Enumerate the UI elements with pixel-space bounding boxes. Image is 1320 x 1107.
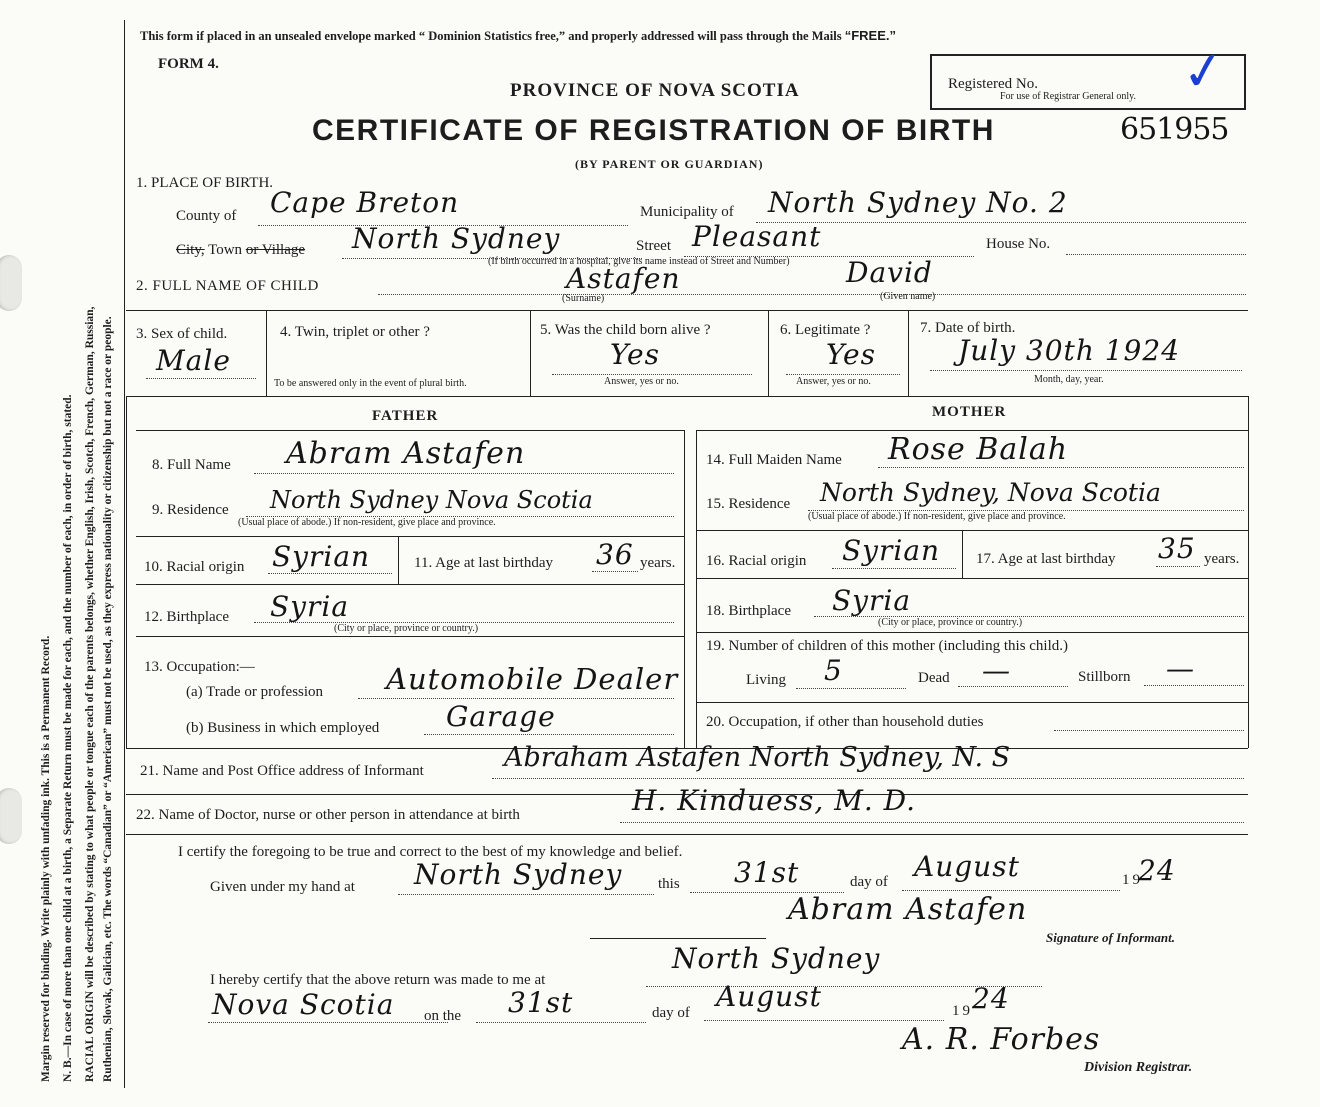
father-racial-value: Syrian bbox=[272, 540, 371, 573]
living-label: Living bbox=[746, 672, 786, 688]
given-month-value: August bbox=[914, 850, 1020, 883]
mother-racial-value: Syrian bbox=[842, 534, 941, 567]
registrar-place-value: North Sydney bbox=[672, 942, 881, 975]
surname-caption: (Surname) bbox=[562, 293, 605, 304]
given-year-value: 24 bbox=[1138, 854, 1176, 887]
business-label: (b) Business in which employed bbox=[186, 720, 380, 736]
given-day-value: 31st bbox=[734, 856, 800, 889]
children-count-label: 19. Number of children of this mother (including this child.) bbox=[706, 638, 1069, 654]
informant-signature-caption: Signature of Informant. bbox=[1046, 930, 1175, 945]
registrar-month-line bbox=[704, 1020, 944, 1021]
certificate-title: CERTIFICATE OF REGISTRATION OF BIRTH bbox=[312, 114, 995, 147]
given-month-line bbox=[902, 890, 1120, 891]
sex-label: 3. Sex of child. bbox=[136, 326, 228, 342]
child-surname: Astafen bbox=[566, 262, 681, 295]
margin-rule bbox=[124, 20, 125, 1088]
mother-birthplace-value: Syria bbox=[832, 584, 912, 617]
child-name-label: 2. FULL NAME OF CHILD bbox=[136, 278, 319, 294]
punch-hole-bottom bbox=[0, 788, 22, 844]
rule-row-3-bottom bbox=[126, 396, 1248, 397]
mother-residence-label: 15. Residence bbox=[706, 496, 791, 512]
rule-mother-racial-bottom bbox=[696, 578, 1248, 579]
rule-row-3-divider-1 bbox=[266, 310, 267, 396]
stillborn-value: — bbox=[1166, 652, 1195, 685]
legitimate-line bbox=[786, 374, 900, 375]
mother-residence-caption: (Usual place of abode.) If non-resident, give place and province. bbox=[808, 511, 1066, 522]
trade-line bbox=[358, 698, 674, 699]
child-given-name: David bbox=[846, 256, 933, 289]
check-mark-icon: ✓ bbox=[1178, 39, 1230, 105]
dead-value: — bbox=[982, 654, 1011, 687]
dead-label: Dead bbox=[918, 670, 950, 686]
father-age-label: 11. Age at last birthday bbox=[414, 555, 553, 571]
doctor-label: 22. Name of Doctor, nurse or other person in attendance at birth bbox=[136, 807, 520, 823]
mother-racial-label: 16. Racial origin bbox=[706, 553, 807, 569]
rule-father-racial-top bbox=[136, 536, 684, 537]
rule-mother-occupation-top bbox=[696, 702, 1248, 703]
rule-parents-left bbox=[126, 396, 127, 748]
registrar-day-value: 31st bbox=[508, 986, 574, 1019]
rule-father-age-divider bbox=[398, 536, 399, 584]
rule-mother-racial-top bbox=[696, 530, 1248, 531]
father-birthplace-caption: (City or place, province or country.) bbox=[334, 623, 479, 634]
mother-heading: MOTHER bbox=[932, 404, 1007, 420]
father-residence-caption: (Usual place of abode.) If non-resident, give place and province. bbox=[238, 517, 496, 528]
town-label bbox=[176, 242, 305, 259]
mother-age-value: 35 bbox=[1158, 532, 1196, 565]
father-occupation-label: 13. Occupation:— bbox=[144, 659, 255, 675]
registrar-use-caption: For use of Registrar General only. bbox=[1000, 91, 1136, 102]
father-age-value: 36 bbox=[596, 538, 634, 571]
dead-line bbox=[958, 686, 1068, 687]
legitimate-value: Yes bbox=[826, 338, 876, 371]
place-of-birth-label: 1. PLACE OF BIRTH. bbox=[136, 175, 274, 191]
certify-statement: I certify the foregoing to be true and correct to the best of my knowledge and belief. bbox=[178, 844, 683, 860]
trade-label: (a) Trade or profession bbox=[186, 684, 324, 700]
business-value: Garage bbox=[446, 700, 556, 733]
given-place-line bbox=[398, 894, 654, 895]
rule-father-heading bbox=[136, 430, 684, 431]
mother-name-label: 14. Full Maiden Name bbox=[706, 452, 842, 468]
sex-line bbox=[146, 378, 256, 379]
village-label: or Village bbox=[245, 242, 306, 258]
municipality-line bbox=[756, 222, 1246, 223]
date-of-birth-label: 7. Date of birth. bbox=[920, 320, 1016, 336]
registrar-month-value: August bbox=[716, 980, 822, 1013]
certificate-number: 651955 bbox=[1120, 112, 1229, 147]
province-heading: PROVINCE OF NOVA SCOTIA bbox=[510, 80, 800, 101]
twin-note: To be answered only in the event of plural birth. bbox=[274, 378, 467, 389]
born-alive-value: Yes bbox=[610, 338, 660, 371]
county-label: County of bbox=[176, 208, 237, 224]
mother-birthplace-caption: (City or place, province or country.) bbox=[878, 617, 1023, 628]
house-number-label: House No. bbox=[986, 236, 1051, 252]
informant-value: Abraham Astafen North Sydney, N. S bbox=[504, 742, 1011, 773]
registrar-signature: A. R. Forbes bbox=[902, 1022, 1101, 1057]
father-name-value: Abram Astafen bbox=[286, 436, 526, 471]
mother-name-value: Rose Balah bbox=[888, 432, 1069, 467]
mail-notice-free: “FREE.” bbox=[844, 28, 896, 43]
city-label: City, bbox=[176, 242, 205, 258]
father-name-line bbox=[254, 473, 674, 474]
mother-occupation-label: 20. Occupation, if other than household duties bbox=[706, 714, 984, 730]
rule-mother-heading bbox=[696, 430, 1248, 431]
mother-birthplace-label: 18. Birthplace bbox=[706, 603, 791, 619]
rule-parents-far-right bbox=[1248, 396, 1249, 748]
informant-label: 21. Name and Post Office address of Informant bbox=[140, 763, 424, 779]
sex-value: Male bbox=[156, 344, 231, 377]
rule-father-occupation-top bbox=[136, 636, 684, 637]
living-value: 5 bbox=[824, 654, 843, 687]
father-birthplace-value: Syria bbox=[270, 590, 350, 623]
rule-row-3-top bbox=[126, 310, 1248, 311]
given-place-value: North Sydney bbox=[414, 858, 623, 891]
town-value: North Sydney bbox=[352, 222, 561, 255]
county-value: Cape Breton bbox=[270, 186, 460, 219]
hospital-note: (If birth occurred in a hospital, give its name instead of Street and Number) bbox=[488, 256, 790, 267]
business-line bbox=[424, 734, 674, 735]
father-birthplace-label: 12. Birthplace bbox=[144, 609, 229, 625]
registrar-province-line bbox=[208, 1022, 448, 1023]
given-this-label: this bbox=[658, 876, 680, 892]
margin-note-racial-origin-1: RACIAL ORIGIN will be described by stating to what people or tongue each of the parents belongs, whether English, Irish, Scotch, French, German, Russian, bbox=[84, 306, 96, 1082]
mother-years-label: years. bbox=[1204, 551, 1240, 567]
date-of-birth-value: July 30th 1924 bbox=[958, 334, 1181, 367]
mother-age-line bbox=[1156, 566, 1200, 567]
mother-occupation-line bbox=[1054, 730, 1244, 731]
given-year-prefix: 19 bbox=[1122, 872, 1143, 888]
born-alive-line bbox=[552, 374, 752, 375]
living-line bbox=[796, 688, 906, 689]
given-name-caption: (Given name) bbox=[880, 291, 936, 302]
doctor-line bbox=[620, 822, 1244, 823]
registrar-province-value: Nova Scotia bbox=[212, 988, 395, 1021]
father-racial-label: 10. Racial origin bbox=[144, 559, 245, 575]
house-line bbox=[1066, 254, 1246, 255]
street-label: Street bbox=[636, 238, 671, 254]
punch-hole-top bbox=[0, 255, 22, 311]
father-racial-line bbox=[268, 573, 392, 574]
rule-row-3-divider-4 bbox=[908, 310, 909, 396]
dob-line bbox=[930, 370, 1242, 371]
mother-residence-value: North Sydney, Nova Scotia bbox=[820, 478, 1161, 507]
rule-parents-center bbox=[684, 430, 685, 748]
father-heading: FATHER bbox=[372, 408, 439, 424]
twin-label: 4. Twin, triplet or other ? bbox=[280, 324, 430, 340]
registered-number-box bbox=[930, 39, 1246, 110]
born-alive-caption: Answer, yes or no. bbox=[604, 376, 679, 387]
municipality-value: North Sydney No. 2 bbox=[768, 186, 1068, 219]
division-registrar-caption: Division Registrar. bbox=[1084, 1060, 1193, 1075]
dob-caption: Month, day, year. bbox=[1034, 374, 1104, 385]
father-name-label: 8. Full Name bbox=[152, 457, 231, 473]
mail-notice-text: This form if placed in an unsealed envelope marked “ Dominion Statistics free,” and properly addressed will pass through the Mails bbox=[140, 29, 842, 43]
municipality-label: Municipality of bbox=[640, 204, 734, 220]
street-value: Pleasant bbox=[692, 220, 822, 253]
father-residence-label: 9. Residence bbox=[152, 502, 229, 518]
father-residence-value: North Sydney Nova Scotia bbox=[270, 486, 593, 514]
father-age-line bbox=[592, 571, 638, 572]
legitimate-caption: Answer, yes or no. bbox=[796, 376, 871, 387]
child-name-line bbox=[378, 294, 1246, 295]
stillborn-label: Stillborn bbox=[1078, 669, 1131, 685]
margin-note-binding: Margin reserved for binding. Write plainly with unfading ink. This is a Permanent Record. bbox=[40, 635, 52, 1082]
mail-notice bbox=[140, 28, 896, 44]
registrar-day-line bbox=[476, 1022, 646, 1023]
rule-father-racial-bottom bbox=[136, 584, 684, 585]
town-word: Town bbox=[208, 242, 243, 258]
doctor-value: H. Kinduess, M. D. bbox=[632, 784, 917, 817]
rule-row-3-divider-2 bbox=[530, 310, 531, 396]
rule-row-3-divider-3 bbox=[768, 310, 769, 396]
mother-age-label: 17. Age at last birthday bbox=[976, 551, 1116, 567]
rule-mother-age-divider bbox=[962, 530, 963, 578]
registered-label: Registered No. bbox=[948, 76, 1038, 92]
registrar-statement: I hereby certify that the above return was made to me at bbox=[210, 972, 546, 988]
rule-doctor-bottom bbox=[126, 834, 1248, 835]
registrar-year-prefix: 19 bbox=[952, 1003, 973, 1019]
registrar-on-the-label: on the bbox=[424, 1008, 462, 1024]
certificate-subtitle: (BY PARENT OR GUARDIAN) bbox=[575, 157, 764, 171]
rule-mother-children-top bbox=[696, 632, 1248, 633]
given-day-of-label: day of bbox=[850, 874, 888, 890]
margin-note-racial-origin-2: Ruthenian, Slovak, Galician, etc. The words “Canadian” or “American” must not be used, as they express nationality or citizenship but not a race or people. bbox=[102, 316, 114, 1082]
stillborn-line bbox=[1144, 685, 1244, 686]
informant-signature: Abram Astafen bbox=[788, 892, 1028, 927]
signature-line-left bbox=[590, 938, 766, 939]
born-alive-label: 5. Was the child born alive ? bbox=[540, 322, 711, 338]
father-years-label: years. bbox=[640, 555, 676, 571]
registrar-day-of-label: day of bbox=[652, 1005, 690, 1021]
mother-racial-line bbox=[832, 568, 956, 569]
registrar-year-value: 24 bbox=[972, 982, 1010, 1015]
legitimate-label: 6. Legitimate ? bbox=[780, 322, 871, 338]
trade-value: Automobile Dealer bbox=[386, 662, 679, 696]
margin-note-multiple-births: N. B.—In case of more than one child at a birth, a Separate Return must be made for each, and the number of each, in order of birth, stated. bbox=[62, 394, 74, 1082]
given-under-hand-label: Given under my hand at bbox=[210, 879, 355, 895]
binding-margin bbox=[0, 0, 120, 1107]
rule-parents-right bbox=[696, 430, 697, 748]
mother-name-line bbox=[878, 467, 1244, 468]
informant-line bbox=[492, 778, 1244, 779]
form-number: FORM 4. bbox=[158, 56, 219, 72]
